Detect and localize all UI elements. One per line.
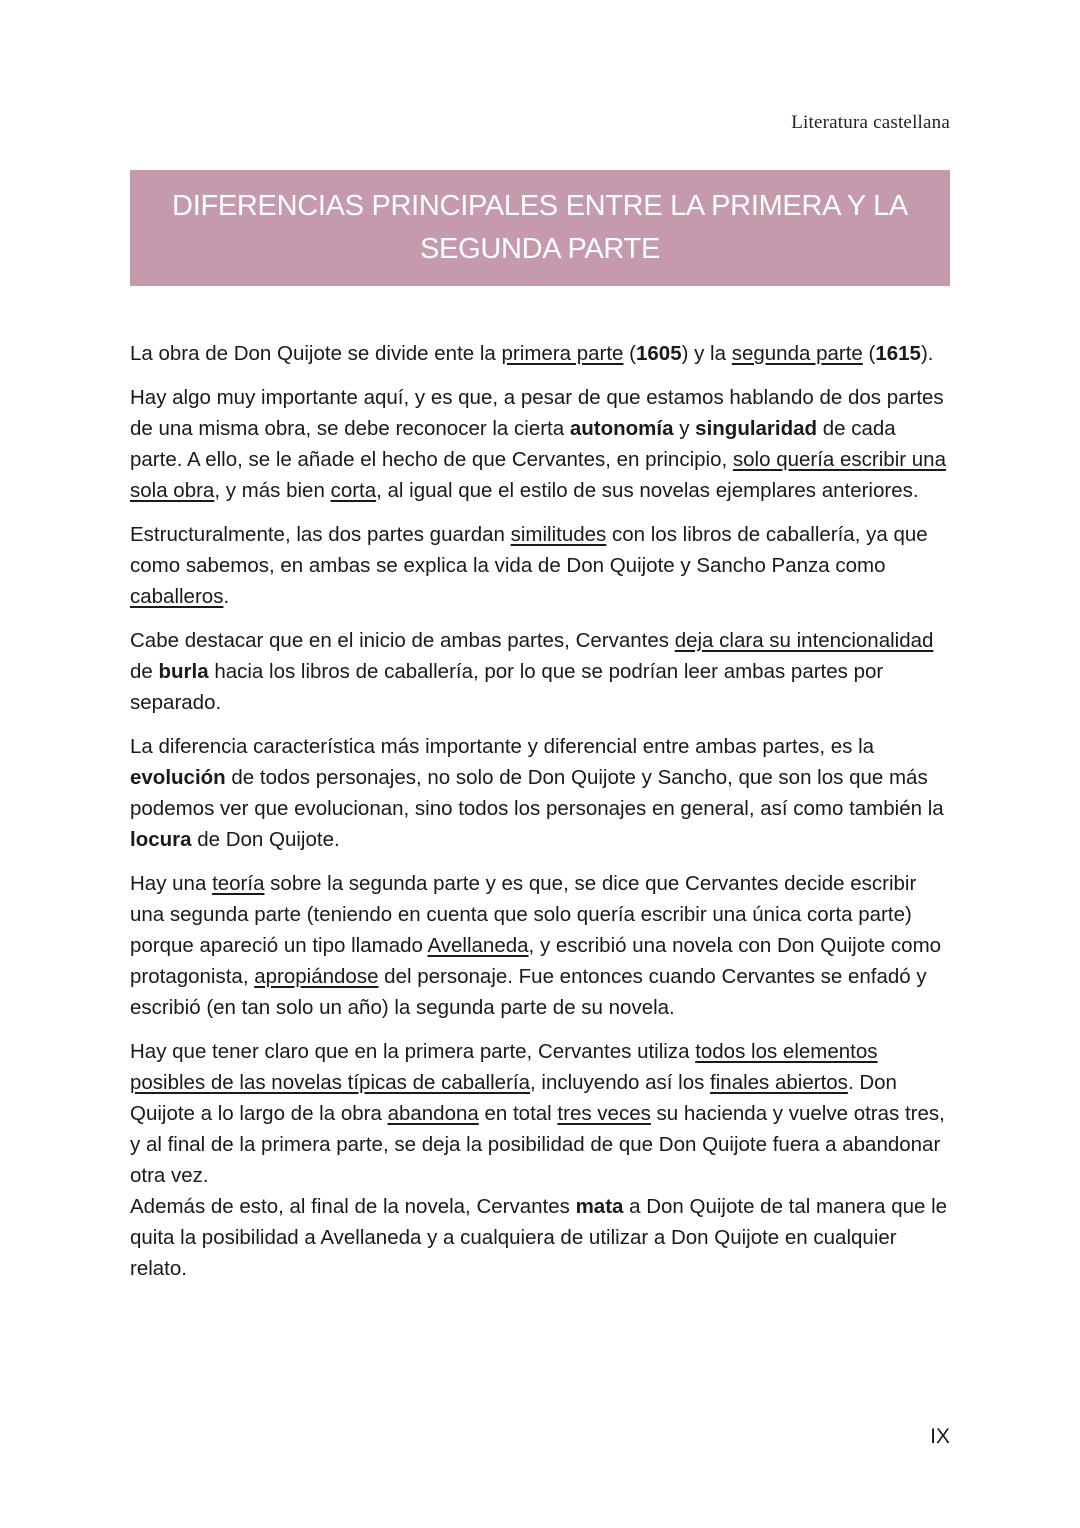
text-span: . Don Quijote a lo largo de la obra xyxy=(130,1071,897,1125)
text-span: ). xyxy=(920,342,934,365)
bold-text: evolución xyxy=(130,766,226,789)
running-header: Literatura castellana xyxy=(791,112,950,133)
text-span: y xyxy=(673,417,696,440)
text-span: Hay una xyxy=(130,872,213,895)
bold-text: singularidad xyxy=(695,417,818,440)
text-span: en total xyxy=(478,1102,558,1125)
section-title-line-1: DIFERENCIAS PRINCIPALES ENTRE LA PRIMERA Y LA xyxy=(172,190,908,222)
underlined-text: tres veces xyxy=(557,1102,651,1125)
paragraph-8 xyxy=(130,1191,952,1284)
underlined-text: deja clara su intencionalidad xyxy=(674,629,934,652)
underlined-text: finales abiertos xyxy=(710,1071,848,1094)
section-title xyxy=(172,185,908,271)
underlined-text: similitudes xyxy=(510,523,607,546)
text-span: La diferencia característica más importante y diferencial entre ambas partes, es la xyxy=(130,735,875,758)
text-span: . xyxy=(223,585,230,608)
underlined-text: Avellaneda xyxy=(427,934,529,957)
bold-text: mata xyxy=(575,1195,624,1218)
text-span: ) y la xyxy=(681,342,732,365)
text-span: , incluyendo así los xyxy=(530,1071,711,1094)
bold-text: locura xyxy=(130,828,192,851)
paragraph-7 xyxy=(130,1036,952,1191)
text-span: de cada parte. A ello, se le añade el hecho de que Cervantes, en principio, xyxy=(130,417,896,471)
section-title-banner xyxy=(130,170,950,286)
text-span: Cabe destacar que en el inicio de ambas partes, Cervantes xyxy=(130,629,675,652)
section-title-line-2: SEGUNDA PARTE xyxy=(420,233,660,265)
text-span: ( xyxy=(862,342,876,365)
page-number: IX xyxy=(930,1425,950,1448)
underlined-text: caballeros xyxy=(130,585,224,608)
bold-text: autonomía xyxy=(569,417,674,440)
text-span: de xyxy=(130,660,159,683)
text-span: Además de esto, al final de la novela, Cervantes xyxy=(130,1195,576,1218)
paragraph-6 xyxy=(130,868,952,1023)
underlined-text: solo quería escribir una sola obra xyxy=(130,448,946,502)
text-span: Estructuralmente, las dos partes guardan xyxy=(130,523,511,546)
text-span: La obra de Don Quijote se divide ente la xyxy=(130,342,502,365)
underlined-text: apropiándose xyxy=(254,965,379,988)
bold-text: burla xyxy=(158,660,209,683)
underlined-text: todos los elementos posibles de las novelas típicas de caballería xyxy=(130,1040,878,1094)
underlined-text: primera parte xyxy=(501,342,624,365)
paragraph-5 xyxy=(130,731,952,855)
underlined-text: segunda parte xyxy=(731,342,863,365)
underlined-text: corta xyxy=(330,479,377,502)
bold-text: 1615 xyxy=(875,342,921,365)
text-span: hacia los libros de caballería, por lo que se podrían leer ambas partes por separado. xyxy=(130,660,884,714)
paragraph-1 xyxy=(130,338,952,369)
text-span: del personaje. Fue entonces cuando Cervantes se enfadó y escribió (en tan solo un año) la segunda parte de su novela. xyxy=(130,965,927,1019)
text-span: de Don Quijote. xyxy=(191,828,340,851)
text-span: Hay algo muy importante aquí, y es que, a pesar de que estamos hablando de dos partes de una misma obra, se debe reconocer la cierta xyxy=(130,386,944,440)
paragraph-3 xyxy=(130,519,952,612)
underlined-text: teoría xyxy=(212,872,265,895)
text-span: a Don Quijote de tal manera que le quita la posibilidad a Avellaneda y a cualquiera de utilizar a Don Quijote en cualquier relato. xyxy=(130,1195,948,1280)
text-span: , y más bien xyxy=(214,479,331,502)
text-span: sobre la segunda parte y es que, se dice que Cervantes decide escribir una segunda parte (teniendo en cuenta que solo quería escribir una única corta parte) porque apareció un tipo llamado xyxy=(130,872,917,957)
text-span: ( xyxy=(623,342,636,365)
underlined-text: abandona xyxy=(387,1102,479,1125)
text-span: su hacienda y vuelve otras tres, y al final de la primera parte, se deja la posibilidad de que Don Quijote fuera a abandonar otra vez. xyxy=(130,1102,945,1187)
paragraph-2 xyxy=(130,382,952,506)
text-span: , y escribió una novela con Don Quijote como protagonista, xyxy=(130,934,942,988)
text-span: de todos personajes, no solo de Don Quijote y Sancho, que son los que más podemos ver que evolucionan, sino todos los personajes en general, así como también la xyxy=(130,766,944,820)
bold-text: 1605 xyxy=(635,342,682,365)
paragraph-4 xyxy=(130,625,952,718)
text-span: con los libros de caballería, ya que como sabemos, en ambas se explica la vida de Don Quijote y Sancho Panza como xyxy=(130,523,928,577)
body-text xyxy=(130,338,952,1297)
text-span: , al igual que el estilo de sus novelas ejemplares anteriores. xyxy=(376,479,919,502)
text-span: Hay que tener claro que en la primera parte, Cervantes utiliza xyxy=(130,1040,696,1063)
